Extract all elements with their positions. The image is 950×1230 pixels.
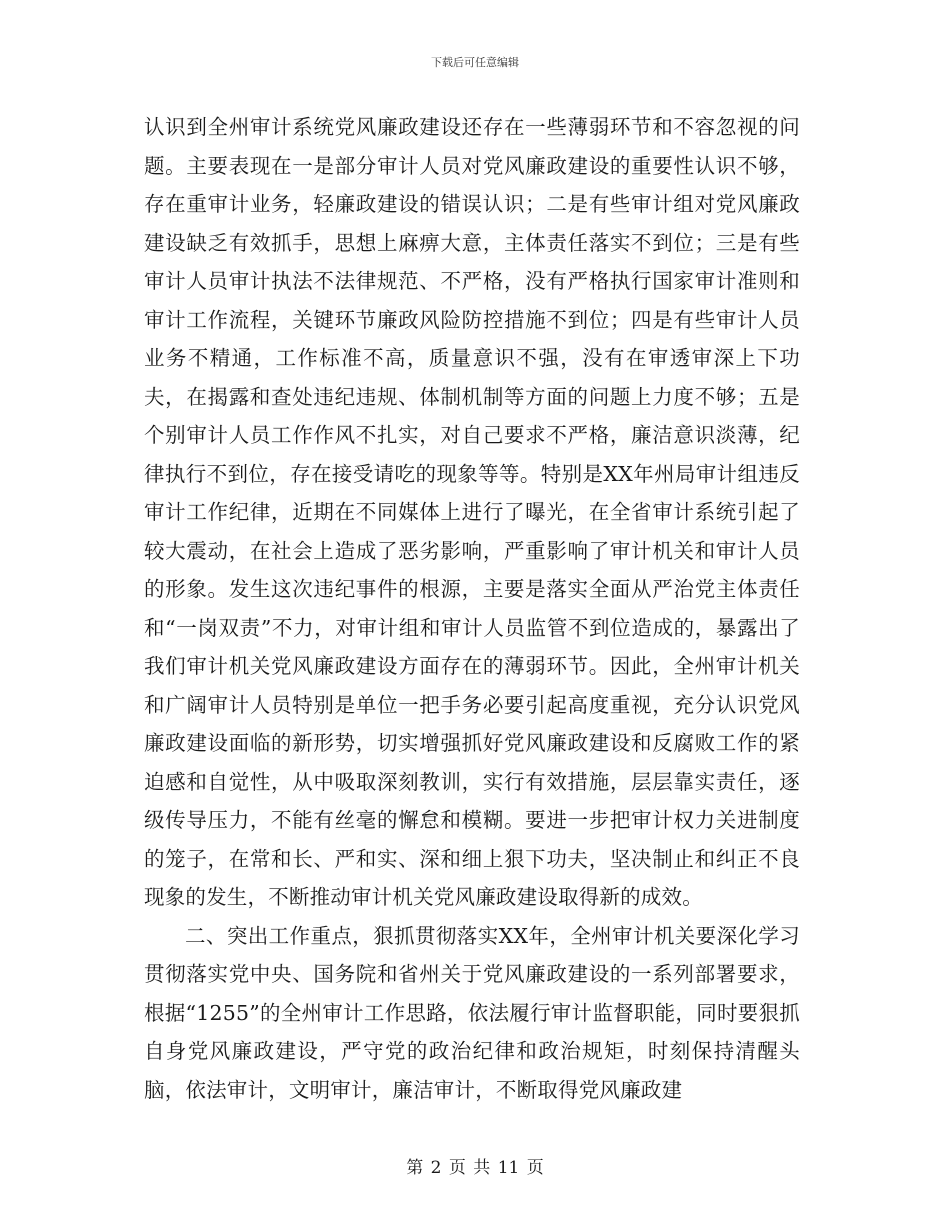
- paragraph-continuation: 认识到全州审计系统党风廉政建设还存在一些薄弱环节和不容忽视的问题。主要表现在一是部分审计人员对党风廉政建设的重要性认识不够，存在重审计业务，轻廉政建设的错误认识；二是有些审计组对党风廉政建设缺乏有效抓手，思想上麻痹大意，主体责任落实不到位；三是有些审计人员审计执法不法律规范、不严格，没有严格执行国家审计准则和审计工作流程，关键环节廉政风险防控措施不到位；四是有些审计人员业务不精通，工作标准不高，质量意识不强，没有在审透审深上下功夫，在揭露和查处违纪违规、体制机制等方面的问题上力度不够；五是个别审计人员工作作风不扎实，对自己要求不严格，廉洁意识淡薄，纪律执行不到位，存在接受请吃的现象等等。特别是XX年州局审计组违反审计工作纪律，近期在不同媒体上进行了曝光，在全省审计系统引起了较大震动，在社会上造成了恶劣影响，严重影响了审计机关和审计人员的形象。发生这次违纪事件的根源，主要是落实全面从严治党主体责任和“一岗双责”不力，对审计组和审计人员监管不到位造成的，暴露出了我们审计机关党风廉政建设方面存在的薄弱环节。因此，全州审计机关和广阔审计人员特别是单位一把手务必要引起高度重视，充分认识党风廉政建设面临的新形势，切实增强抓好党风廉政建设和反腐败工作的紧迫感和自觉性，从中吸取深刻教训，实行有效措施，层层靠实责任，逐级传导压力，不能有丝毫的懈怠和模糊。要进一步把审计权力关进制度的笼子，在常和长、严和实、深和细上狠下功夫，坚决制止和纠正不良现象的发生，不断推动审计机关党风廉政建设取得新的成效。: [144, 115, 800, 909]
- paragraph-section-two: 二、突出工作重点，狠抓贯彻落实XX年，全州审计机关要深化学习贯彻落实党中央、国务院和省州关于党风廉政建设的一系列部署要求，根据“1255”的全州审计工作思路，依法履行审计监督职能，同时要狠抓自身党风廉政建设，严守党的政治纪律和政治规矩，时刻保持清醒头脑，依法审计，文明审计，廉洁审计，不断取得党风廉政建: [144, 923, 800, 1102]
- document-body: [144, 108, 800, 1109]
- page-footer: 第 2 页 共 11 页: [406, 1158, 544, 1178]
- page-header: 下载后可任意编辑: [431, 56, 519, 69]
